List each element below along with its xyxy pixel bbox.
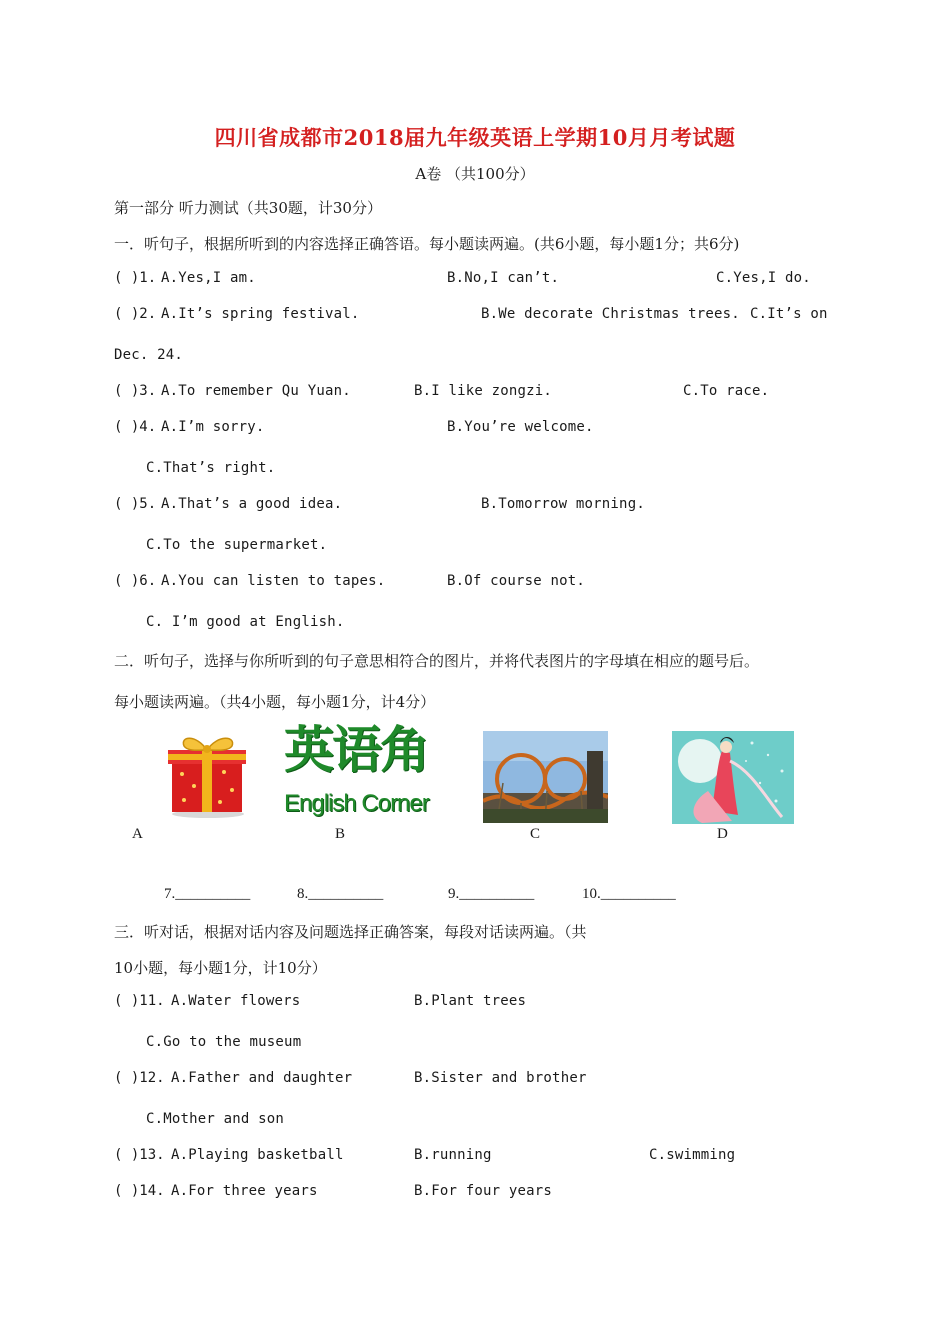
q3-option-a: A.To remember Qu Yuan. [161, 383, 351, 399]
gift-box-picture [166, 730, 250, 818]
q1-option-c: C.Yes,I do. [716, 270, 811, 286]
q5-option-b: B.Tomorrow morning. [481, 496, 645, 512]
q11-option-a: A.Water flowers [171, 993, 301, 1009]
q4-option-b: B.You’re welcome. [447, 419, 594, 435]
q11-number: ( )11. [114, 993, 165, 1009]
answer-blank-8[interactable]: 8.__________ [297, 886, 384, 902]
q13-option-c: C.swimming [649, 1147, 736, 1163]
q13-option-a: A.Playing basketball [171, 1147, 344, 1163]
q1-number: ( )1. [114, 270, 157, 286]
picture-a-label: A [132, 826, 143, 842]
q1-option-b: B.No,I can’t. [447, 270, 560, 286]
part1-heading: 第一部分 听力测试（共30题，计30分） [114, 199, 382, 217]
section1-instruction: 一．听句子，根据所听到的内容选择正确答语。每小题读两遍。(共6小题，每小题1分；共6分) [114, 235, 740, 253]
q13-option-b: B.running [414, 1147, 492, 1163]
section2-instruction: 二．听句子，选择与你所听到的句子意思相符合的图片，并将代表图片的字母填在相应的题号后。 [114, 652, 760, 670]
answer-blank-10[interactable]: 10.__________ [582, 886, 676, 902]
q12-option-c: C.Mother and son [146, 1111, 285, 1127]
q3-option-c: C.To race. [683, 383, 770, 399]
q14-number: ( )14. [114, 1183, 165, 1199]
q11-option-c: C.Go to the museum [146, 1034, 302, 1050]
q2-number: ( )2. [114, 306, 157, 322]
q6-option-a: A.You can listen to tapes. [161, 573, 386, 589]
q3-option-b: B.I like zongzi. [414, 383, 553, 399]
q5-option-a: A.That’s a good idea. [161, 496, 343, 512]
section2-instruction-cont: 每小题读两遍。（共4小题，每小题1分，计4分） [114, 693, 436, 711]
picture-c-label: C [530, 826, 541, 842]
q14-option-a: A.For three years [171, 1183, 318, 1199]
q6-option-b: B.Of course not. [447, 573, 586, 589]
q2-option-c-continued: Dec. 24. [114, 347, 184, 363]
answer-blank-9[interactable]: 9.__________ [448, 886, 535, 902]
english-corner-en: English Corner [284, 790, 429, 817]
q14-option-b: B.For four years [414, 1183, 553, 1199]
section3-instruction-cont: 10小题，每小题1分，计10分） [114, 959, 327, 977]
section3-instruction: 三．听对话，根据对话内容及问题选择正确答案，每段对话读两遍。（共 [114, 923, 587, 941]
roller-coaster-picture [483, 731, 608, 823]
q12-option-a: A.Father and daughter [171, 1070, 353, 1086]
change-fairy-picture [672, 731, 794, 824]
volume-heading: A卷 （共100分） [415, 165, 535, 183]
picture-d-label: D [717, 826, 728, 842]
q1-option-a: A.Yes,I am. [161, 270, 256, 286]
q6-number: ( )6. [114, 573, 157, 589]
english-corner-picture [284, 722, 432, 830]
picture-b-label: B [335, 826, 346, 842]
q11-option-b: B.Plant trees [414, 993, 527, 1009]
q4-option-a: A.I’m sorry. [161, 419, 265, 435]
q12-number: ( )12. [114, 1070, 165, 1086]
q5-option-c: C.To the supermarket. [146, 537, 328, 553]
q2-option-a: A.It’s spring festival. [161, 306, 360, 322]
q4-number: ( )4. [114, 419, 157, 435]
q4-option-c: C.That’s right. [146, 460, 276, 476]
english-corner-cn: 英语角 [284, 720, 428, 779]
q2-option-c: C.It’s on [750, 306, 828, 322]
q6-option-c: C. I’m good at English. [146, 614, 345, 630]
page-title: 四川省成都市2018届九年级英语上学期10月月考试题 [214, 125, 736, 150]
q3-number: ( )3. [114, 383, 157, 399]
q13-number: ( )13. [114, 1147, 165, 1163]
q2-option-b: B.We decorate Christmas trees. [481, 306, 740, 322]
answer-blank-7[interactable]: 7.__________ [164, 886, 251, 902]
q5-number: ( )5. [114, 496, 157, 512]
q12-option-b: B.Sister and brother [414, 1070, 587, 1086]
